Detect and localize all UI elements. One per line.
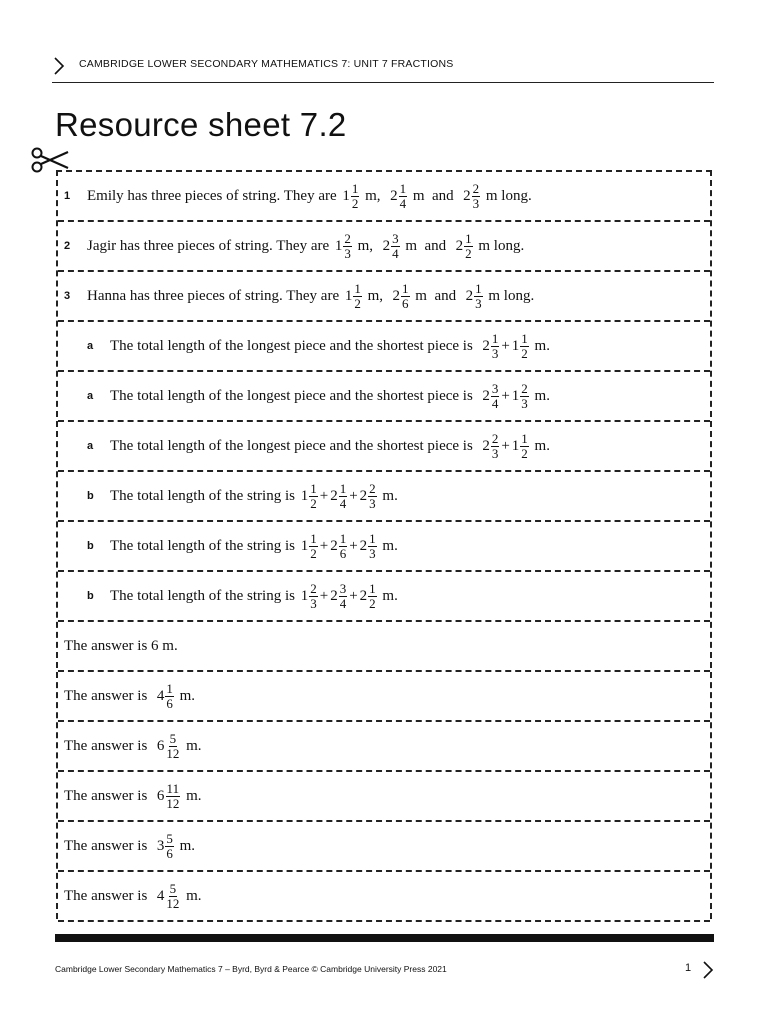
- card: [58, 272, 710, 322]
- whole-part: 2: [390, 187, 398, 204]
- fraction: [165, 732, 180, 761]
- denominator: 2: [521, 345, 528, 361]
- text-run: m,: [353, 237, 381, 254]
- running-header: [52, 54, 714, 83]
- card-text: [110, 482, 398, 511]
- whole-part: 4: [156, 687, 165, 704]
- card-text: [64, 832, 195, 861]
- text-run: +: [319, 587, 329, 604]
- whole-part: 2: [330, 487, 338, 504]
- card-text: [110, 432, 550, 461]
- whole-part: 1: [342, 187, 350, 204]
- card-text: [87, 232, 524, 261]
- question-number: 3: [64, 290, 71, 302]
- whole-part: 6: [156, 787, 165, 804]
- card-text: [87, 182, 532, 211]
- fraction: [491, 432, 500, 461]
- card-text: [64, 732, 201, 761]
- card-text: [64, 882, 201, 911]
- text-run: +: [349, 537, 358, 554]
- whole-part: 1: [344, 287, 353, 304]
- fraction: [339, 482, 348, 511]
- whole-part: 1: [300, 487, 309, 504]
- part-label: a: [87, 340, 94, 352]
- text-run: m and: [401, 237, 454, 254]
- numerator: 1: [351, 180, 359, 196]
- text-run: The answer is: [64, 737, 155, 754]
- numerator: 2: [344, 230, 351, 246]
- whole-part: 2: [463, 187, 471, 204]
- whole-part: 1: [511, 387, 520, 404]
- mixed-number: [360, 482, 377, 511]
- denominator: 4: [339, 595, 347, 611]
- numerator: 2: [521, 380, 528, 396]
- fraction: [165, 832, 174, 861]
- mixed-number: [342, 182, 359, 211]
- denominator: 3: [491, 345, 499, 361]
- denominator: 2: [354, 295, 361, 311]
- numerator: 1: [402, 280, 409, 296]
- fraction: [491, 332, 500, 361]
- numerator: 11: [166, 780, 180, 796]
- mixed-number: [330, 482, 347, 511]
- card: [58, 472, 710, 522]
- fraction: [368, 532, 377, 561]
- part-label: b: [87, 540, 94, 552]
- mixed-number: [482, 432, 499, 461]
- card-text: [110, 332, 550, 361]
- text-run: The total length of the longest piece and the shortest piece is: [110, 387, 481, 404]
- card: [58, 572, 710, 622]
- text-run: +: [501, 337, 510, 354]
- denominator: 3: [491, 445, 499, 461]
- numerator: 1: [339, 530, 347, 546]
- text-run: Jagir has three pieces of string. They are: [87, 237, 333, 254]
- question-number: 2: [64, 240, 71, 252]
- numerator: 1: [166, 680, 173, 696]
- mixed-number: [466, 282, 483, 311]
- fraction: [351, 182, 360, 211]
- text-run: m.: [378, 587, 398, 604]
- mixed-number: [512, 382, 529, 411]
- denominator: 4: [392, 245, 399, 261]
- whole-part: 2: [382, 237, 391, 254]
- mixed-number: [157, 732, 181, 761]
- mixed-number: [335, 232, 352, 261]
- whole-part: 2: [359, 587, 368, 604]
- denominator: 3: [472, 195, 480, 211]
- numerator: 1: [475, 280, 482, 296]
- text-run: m.: [182, 737, 202, 754]
- denominator: 6: [339, 545, 347, 561]
- card: [58, 522, 710, 572]
- card-text: [110, 382, 550, 411]
- numerator: 1: [339, 480, 347, 496]
- text-run: +: [319, 487, 329, 504]
- card: [58, 222, 710, 272]
- denominator: 2: [521, 445, 528, 461]
- mixed-number: [463, 182, 480, 211]
- denominator: 6: [402, 295, 409, 311]
- denominator: 2: [465, 245, 472, 261]
- fraction: [368, 482, 377, 511]
- fraction: [472, 182, 481, 211]
- whole-part: 6: [156, 737, 165, 754]
- numerator: 5: [169, 880, 177, 896]
- mixed-number: [390, 182, 407, 211]
- mixed-number: [157, 832, 174, 861]
- text-run: m.: [175, 687, 195, 704]
- part-label: b: [87, 590, 94, 602]
- denominator: 3: [310, 595, 317, 611]
- text-run: m.: [530, 387, 550, 404]
- mixed-number: [330, 532, 347, 561]
- fraction: [309, 482, 318, 511]
- fraction: [399, 182, 408, 211]
- denominator: 6: [166, 695, 173, 711]
- part-label: a: [87, 440, 94, 452]
- mixed-number: [393, 282, 410, 311]
- text-run: The answer is: [64, 887, 155, 904]
- chevron-right-icon[interactable]: [702, 960, 714, 980]
- card-text: [64, 638, 178, 655]
- numerator: 5: [166, 830, 173, 846]
- numerator: 1: [310, 530, 317, 546]
- mixed-number: [456, 232, 473, 261]
- card: [58, 322, 710, 372]
- denominator: 3: [475, 295, 482, 311]
- fraction: [339, 532, 348, 561]
- numerator: 1: [310, 480, 317, 496]
- whole-part: 3: [156, 837, 165, 854]
- numerator: 2: [491, 430, 499, 446]
- text-run: The total length of the string is: [110, 537, 299, 554]
- fraction: [309, 532, 318, 561]
- card: [58, 672, 710, 722]
- numerator: 3: [491, 380, 499, 396]
- mixed-number: [157, 682, 174, 711]
- denominator: 3: [369, 495, 376, 511]
- text-run: The total length of the string is: [110, 587, 299, 604]
- denominator: 12: [166, 745, 180, 761]
- footer-credit: Cambridge Lower Secondary Mathematics 7 – Byrd, Byrd & Pearce © Cambridge University Press 2021: [55, 964, 447, 974]
- whole-part: 1: [300, 537, 309, 554]
- denominator: 3: [369, 545, 376, 561]
- card: [58, 822, 710, 872]
- chevron-right-icon: [52, 56, 66, 76]
- mixed-number: [301, 582, 318, 611]
- denominator: 3: [521, 395, 528, 411]
- part-label: b: [87, 490, 94, 502]
- denominator: 2: [310, 545, 317, 561]
- mixed-number: [301, 482, 318, 511]
- denominator: 12: [166, 795, 180, 811]
- fraction: [401, 282, 410, 311]
- fraction: [165, 882, 180, 911]
- fraction: [391, 232, 400, 261]
- denominator: 4: [399, 195, 407, 211]
- card-text: [110, 532, 398, 561]
- text-run: m.: [175, 837, 195, 854]
- whole-part: 1: [334, 237, 343, 254]
- fraction: [309, 582, 318, 611]
- text-run: +: [349, 587, 358, 604]
- text-run: m long.: [484, 287, 535, 304]
- fraction: [464, 232, 473, 261]
- footer-rule: [55, 934, 714, 942]
- text-run: m.: [182, 787, 202, 804]
- numerator: 2: [369, 480, 376, 496]
- numerator: 2: [310, 580, 317, 596]
- denominator: 2: [310, 495, 317, 511]
- whole-part: 2: [359, 537, 368, 554]
- text-run: The answer is: [64, 787, 155, 804]
- numerator: 1: [491, 330, 499, 346]
- page-number: 1: [685, 962, 692, 974]
- mixed-number: [482, 382, 499, 411]
- whole-part: 2: [455, 237, 464, 254]
- card: [58, 172, 710, 222]
- text-run: m and: [411, 287, 464, 304]
- whole-part: 2: [482, 437, 490, 454]
- whole-part: 1: [511, 337, 520, 354]
- mixed-number: [301, 532, 318, 561]
- text-run: The answer is 6 m.: [64, 637, 178, 654]
- card-text: [64, 782, 201, 811]
- whole-part: 2: [465, 287, 474, 304]
- whole-part: 2: [482, 337, 490, 354]
- numerator: 1: [369, 530, 376, 546]
- denominator: 12: [166, 895, 180, 911]
- mixed-number: [360, 582, 377, 611]
- fraction: [520, 382, 529, 411]
- header-title: CAMBRIDGE LOWER SECONDARY MATHEMATICS 7: UNIT 7 FRACTIONS: [79, 58, 454, 70]
- card: [58, 372, 710, 422]
- text-run: +: [319, 537, 329, 554]
- text-run: m long.: [482, 187, 532, 204]
- text-run: The answer is: [64, 687, 155, 704]
- numerator: 3: [339, 580, 347, 596]
- fraction: [520, 332, 529, 361]
- card: [58, 422, 710, 472]
- text-run: m.: [530, 437, 550, 454]
- question-number: 1: [64, 190, 71, 202]
- numerator: 1: [399, 180, 407, 196]
- page-title: Resource sheet 7.2: [55, 106, 347, 143]
- whole-part: 2: [359, 487, 368, 504]
- text-run: +: [501, 387, 510, 404]
- card: [58, 872, 710, 922]
- card: [58, 722, 710, 772]
- whole-part: 2: [482, 387, 490, 404]
- whole-part: 1: [300, 587, 309, 604]
- text-run: +: [501, 437, 510, 454]
- fraction: [165, 682, 174, 711]
- text-run: m.: [530, 337, 550, 354]
- fraction: [353, 282, 362, 311]
- text-run: m long.: [474, 237, 525, 254]
- denominator: 4: [339, 495, 347, 511]
- numerator: 1: [465, 230, 472, 246]
- numerator: 1: [369, 580, 376, 596]
- numerator: 1: [521, 330, 528, 346]
- text-run: The total length of the longest piece and the shortest piece is: [110, 337, 481, 354]
- text-run: Emily has three pieces of string. They are: [87, 187, 341, 204]
- numerator: 1: [354, 280, 361, 296]
- fraction: [474, 282, 483, 311]
- mixed-number: [383, 232, 400, 261]
- denominator: 2: [351, 195, 359, 211]
- mixed-number: [512, 332, 529, 361]
- mixed-number: [345, 282, 362, 311]
- text-run: m.: [378, 537, 398, 554]
- card: [58, 772, 710, 822]
- text-run: m.: [378, 487, 398, 504]
- fraction: [491, 382, 500, 411]
- text-run: m and: [409, 187, 462, 204]
- whole-part: 4: [156, 887, 165, 904]
- card-text: [110, 582, 398, 611]
- text-run: m,: [363, 287, 391, 304]
- whole-part: 2: [330, 537, 338, 554]
- text-run: The total length of the string is: [110, 487, 299, 504]
- mixed-number: [512, 432, 529, 461]
- part-label: a: [87, 390, 94, 402]
- mixed-number: [157, 882, 181, 911]
- numerator: 2: [472, 180, 480, 196]
- cut-out-cards: [56, 170, 712, 919]
- denominator: 6: [166, 845, 173, 861]
- denominator: 4: [491, 395, 499, 411]
- mixed-number: [482, 332, 499, 361]
- whole-part: 2: [330, 587, 338, 604]
- card-text: [87, 282, 534, 311]
- numerator: 3: [392, 230, 399, 246]
- fraction: [520, 432, 529, 461]
- numerator: 5: [169, 730, 177, 746]
- text-run: The total length of the longest piece and the shortest piece is: [110, 437, 481, 454]
- fraction: [165, 782, 180, 811]
- text-run: Hanna has three pieces of string. They are: [87, 287, 343, 304]
- denominator: 2: [369, 595, 376, 611]
- fraction: [343, 232, 352, 261]
- card: [58, 622, 710, 672]
- fraction: [339, 582, 348, 611]
- whole-part: 1: [511, 437, 520, 454]
- text-run: m.: [182, 887, 202, 904]
- text-run: The answer is: [64, 837, 155, 854]
- mixed-number: [360, 532, 377, 561]
- text-run: m,: [361, 187, 389, 204]
- card-text: [64, 682, 195, 711]
- fraction: [368, 582, 377, 611]
- denominator: 3: [344, 245, 351, 261]
- text-run: +: [349, 487, 358, 504]
- mixed-number: [330, 582, 347, 611]
- whole-part: 2: [392, 287, 401, 304]
- mixed-number: [157, 782, 181, 811]
- numerator: 1: [521, 430, 528, 446]
